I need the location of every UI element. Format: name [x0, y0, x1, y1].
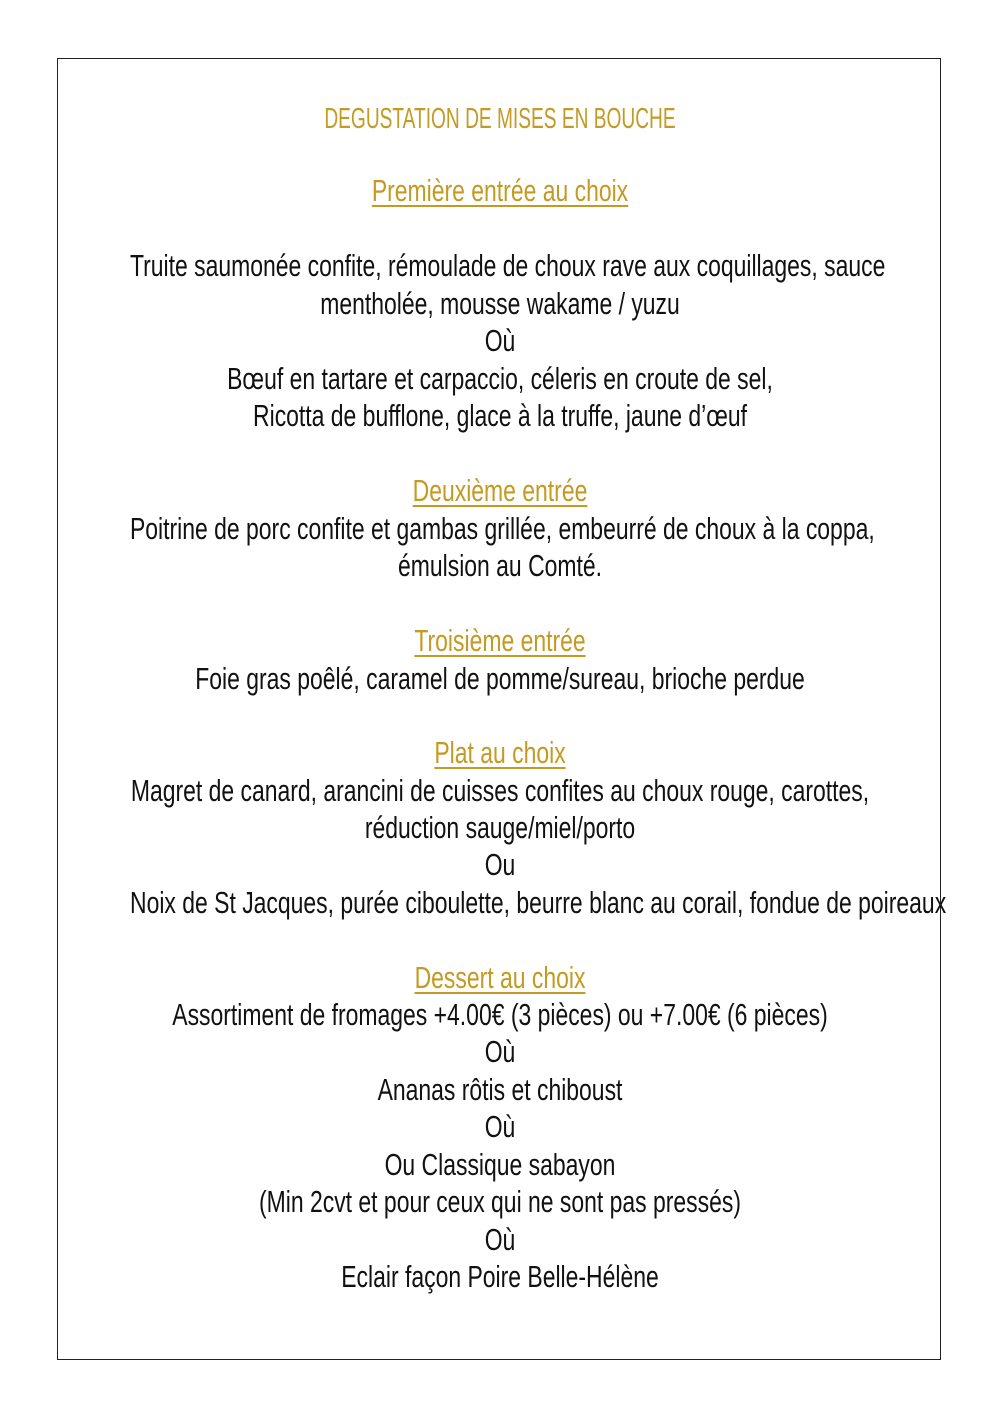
menu-line-or: Ou [484, 847, 516, 882]
menu-line: Eclair façon Poire Belle-Hélène [341, 1259, 659, 1294]
menu-line-or: Où [484, 323, 516, 358]
menu-line: Foie gras poêlé, caramel de pomme/sureau, brioche perdue [195, 661, 805, 696]
menu-line: Noix de St Jacques, purée ciboulette, beurre blanc au corail, fondue de poireaux [130, 885, 947, 920]
heading-text: Troisième entrée [414, 623, 586, 658]
menu-line: Ou Classique sabayon [384, 1147, 616, 1182]
menu-line: Magret de canard, arancini de cuisses confites au choux rouge, carottes, [130, 773, 870, 808]
menu-line-or: Où [484, 1109, 516, 1144]
menu-line: Ananas rôtis et chiboust [377, 1072, 623, 1107]
menu-title: DEGUSTATION DE MISES EN BOUCHE [324, 103, 676, 135]
heading-text: Dessert au choix [414, 960, 586, 995]
heading-text: Plat au choix [434, 735, 566, 770]
menu-line: Ricotta de bufflone, glace à la truffe, jaune d’œuf [253, 398, 747, 433]
menu-line: Bœuf en tartare et carpaccio, céleris en croute de sel, [227, 361, 773, 396]
menu-line: réduction sauge/miel/porto [364, 810, 636, 845]
section-heading-premiere-entree [130, 173, 870, 209]
section-heading-plat [130, 735, 870, 771]
menu-line: Truite saumonée confite, rémoulade de choux rave aux coquillages, sauce [130, 248, 886, 283]
section-heading-deuxieme-entree [130, 473, 870, 509]
heading-text: Première entrée au choix [371, 173, 629, 208]
heading-text: Deuxième entrée [412, 473, 588, 508]
menu-line: (Min 2cvt et pour ceux qui ne sont pas pressés) [259, 1184, 741, 1219]
menu-line-or: Où [484, 1222, 516, 1257]
menu-line: mentholée, mousse wakame / yuzu [320, 286, 680, 321]
section-heading-dessert [130, 960, 870, 996]
menu-line: Assortiment de fromages +4.00€ (3 pièces) ou +7.00€ (6 pièces) [172, 997, 828, 1032]
section-heading-troisieme-entree [130, 623, 870, 659]
menu-line-or: Où [484, 1034, 516, 1069]
menu-line: émulsion au Comté. [397, 548, 603, 583]
menu-line: Poitrine de porc confite et gambas grillée, embeurré de choux à la coppa, [130, 511, 875, 546]
